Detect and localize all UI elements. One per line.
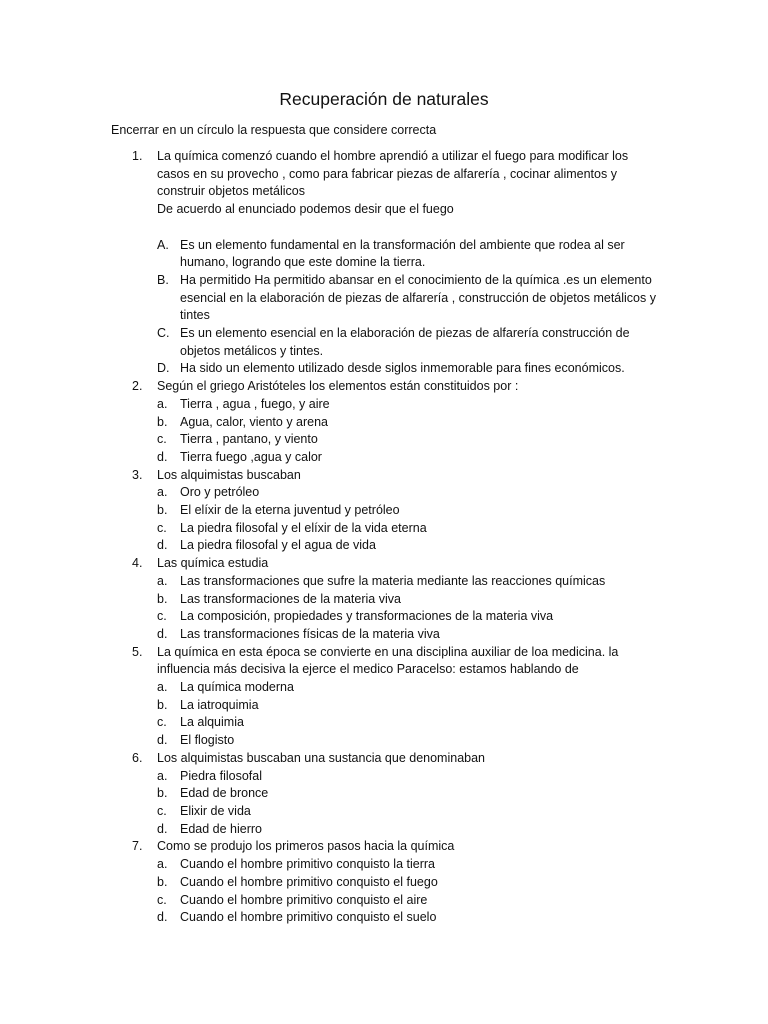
option-item[interactable]	[0, 785, 768, 803]
option-item[interactable]	[0, 502, 768, 520]
question-7	[0, 838, 768, 856]
question-number: 6.	[132, 750, 143, 765]
option-item[interactable]	[0, 768, 768, 786]
option-text: Ha permitido Ha permitido abansar en el conocimiento de la química .es un elemento esencial en la elaboración de piezas de alfarería , construcción de objetos metálicos y tintes	[180, 272, 656, 323]
question-number: 1.	[132, 149, 143, 163]
options-list	[0, 856, 768, 927]
option-letter: a.	[157, 857, 168, 872]
option-text: Tierra fuego ,agua y calor	[180, 449, 322, 464]
option-letter: A.	[157, 237, 169, 252]
option-item[interactable]	[0, 909, 768, 927]
option-item[interactable]	[0, 821, 768, 839]
question-1	[0, 148, 768, 219]
option-text: La iatroquimia	[180, 697, 259, 712]
option-text: Piedra filosofal	[180, 768, 262, 783]
option-text: Tierra , agua , fuego, y aire	[180, 396, 330, 411]
option-text: La piedra filosofal y el agua de vida	[180, 538, 376, 553]
option-item[interactable]	[0, 608, 768, 626]
options-list	[0, 679, 768, 750]
option-letter: c.	[157, 804, 167, 818]
option-letter: b.	[157, 591, 168, 606]
option-text: Ha sido un elemento utilizado desde siglos inmemorable para fines económicos.	[180, 361, 625, 376]
option-letter: c.	[157, 432, 167, 447]
option-item[interactable]	[0, 431, 768, 449]
question-text: La química en esta época se convierte en una disciplina auxiliar de loa medicina. la influencia más decisiva la ejerce el medico Paracelso: estamos hablando de	[157, 644, 619, 677]
question-number: 3.	[132, 467, 143, 482]
option-item[interactable]	[0, 573, 768, 591]
option-letter: c.	[157, 892, 167, 907]
question-3	[0, 467, 768, 485]
option-item[interactable]	[0, 449, 768, 467]
option-text: La piedra filosofal y el elíxir de la vida eterna	[180, 520, 427, 535]
question-text: Como se produjo los primeros pasos hacia la química	[157, 839, 455, 854]
option-text: Las transformaciones físicas de la materia viva	[180, 626, 440, 641]
option-text: El flogisto	[180, 733, 235, 748]
option-text: Tierra , pantano, y viento	[180, 432, 318, 447]
page-title: Recuperación de naturales	[279, 89, 489, 109]
option-item[interactable]	[0, 803, 768, 821]
option-item[interactable]	[0, 714, 768, 732]
question-text: La química comenzó cuando el hombre aprendió a utilizar el fuego para modificar los casos en su provecho , como para fabricar piezas de alfarería , cocinar alimentos y construir objetos metálicos	[157, 149, 629, 199]
option-text: Las transformaciones que sufre la materia mediante las reacciones químicas	[180, 573, 606, 588]
question-2	[0, 378, 768, 396]
option-item[interactable]	[0, 396, 768, 414]
options-list	[0, 484, 768, 555]
option-letter: D.	[157, 361, 170, 376]
options-list	[0, 396, 768, 467]
option-text: Agua, calor, viento y arena	[180, 414, 329, 429]
question-number: 5.	[132, 644, 143, 659]
question-5	[0, 644, 768, 679]
option-text: Edad de hierro	[180, 821, 263, 836]
option-text: El elíxir de la eterna juventud y petróleo	[180, 503, 400, 518]
option-item[interactable]	[0, 272, 768, 325]
question-number: 7.	[132, 839, 143, 854]
blank-line	[0, 219, 768, 237]
option-letter: d.	[157, 538, 168, 553]
option-letter: d.	[157, 626, 168, 641]
option-letter: d.	[157, 733, 168, 748]
option-letter: c.	[157, 715, 167, 730]
option-letter: d.	[157, 821, 168, 836]
option-text: La composición, propiedades y transformaciones de la materia viva	[180, 609, 554, 624]
option-item[interactable]	[0, 626, 768, 644]
option-text: Las transformaciones de la materia viva	[180, 591, 401, 606]
option-text: La química moderna	[180, 680, 294, 695]
question-number: 4.	[132, 556, 143, 571]
option-letter: B.	[157, 272, 169, 287]
option-item[interactable]	[0, 874, 768, 892]
option-item[interactable]	[0, 697, 768, 715]
option-text: La alquimia	[180, 715, 244, 730]
option-text: Cuando el hombre primitivo conquisto el suelo	[180, 910, 437, 925]
option-letter: b.	[157, 874, 168, 889]
question-6	[0, 750, 768, 768]
option-item[interactable]	[0, 591, 768, 609]
option-item[interactable]	[0, 892, 768, 910]
question-text: Los alquimistas buscaban	[157, 467, 301, 482]
question-number: 2.	[132, 379, 143, 394]
options-list	[0, 237, 768, 379]
question-text: Los alquimistas buscaban una sustancia que denominaban	[157, 750, 486, 765]
question-text: Según el griego Aristóteles los elementos están constituidos por :	[157, 379, 519, 394]
options-list	[0, 768, 768, 839]
option-item[interactable]	[0, 414, 768, 432]
option-letter: c.	[157, 520, 167, 535]
option-item[interactable]	[0, 537, 768, 555]
question-4	[0, 555, 768, 573]
option-item[interactable]	[0, 732, 768, 750]
question-text: Las química estudia	[157, 556, 269, 571]
option-text: Edad de bronce	[180, 786, 269, 801]
option-item[interactable]	[0, 520, 768, 538]
instruction-text: Encerrar en un círculo la respuesta que considere correcta	[111, 123, 437, 137]
question-subtext: De acuerdo al enunciado podemos desir que el fuego	[157, 202, 454, 217]
option-item[interactable]	[0, 237, 768, 272]
option-letter: a.	[157, 680, 168, 695]
options-list	[0, 573, 768, 644]
option-text: Oro y petróleo	[180, 485, 260, 500]
option-text: Cuando el hombre primitivo conquisto el aire	[180, 892, 428, 907]
option-letter: b.	[157, 786, 168, 801]
question-list	[0, 148, 768, 927]
option-letter: b.	[157, 503, 168, 518]
option-letter: b.	[157, 697, 168, 712]
option-letter: a.	[157, 485, 168, 500]
option-text: Es un elemento esencial en la elaboración de piezas de alfarería construcción de objetos metálicos y tintes.	[180, 326, 630, 358]
option-letter: a.	[157, 768, 168, 783]
option-letter: c.	[157, 609, 167, 624]
option-item[interactable]	[0, 679, 768, 697]
option-text: Cuando el hombre primitivo conquisto el fuego	[180, 874, 438, 889]
option-letter: d.	[157, 449, 168, 464]
option-text: Es un elemento fundamental en la transformación del ambiente que rodea al ser humano, logrando que este domine la tierra.	[180, 237, 625, 270]
option-item[interactable]	[0, 325, 768, 360]
option-letter: a.	[157, 396, 168, 411]
option-item[interactable]	[0, 484, 768, 502]
option-text: Elixir de vida	[180, 804, 251, 818]
option-text: Cuando el hombre primitivo conquisto la tierra	[180, 857, 435, 872]
option-letter: a.	[157, 573, 168, 588]
option-item[interactable]	[0, 856, 768, 874]
option-letter: b.	[157, 414, 168, 429]
option-letter: d.	[157, 910, 168, 925]
option-letter: C.	[157, 326, 170, 341]
option-item[interactable]	[0, 360, 768, 378]
